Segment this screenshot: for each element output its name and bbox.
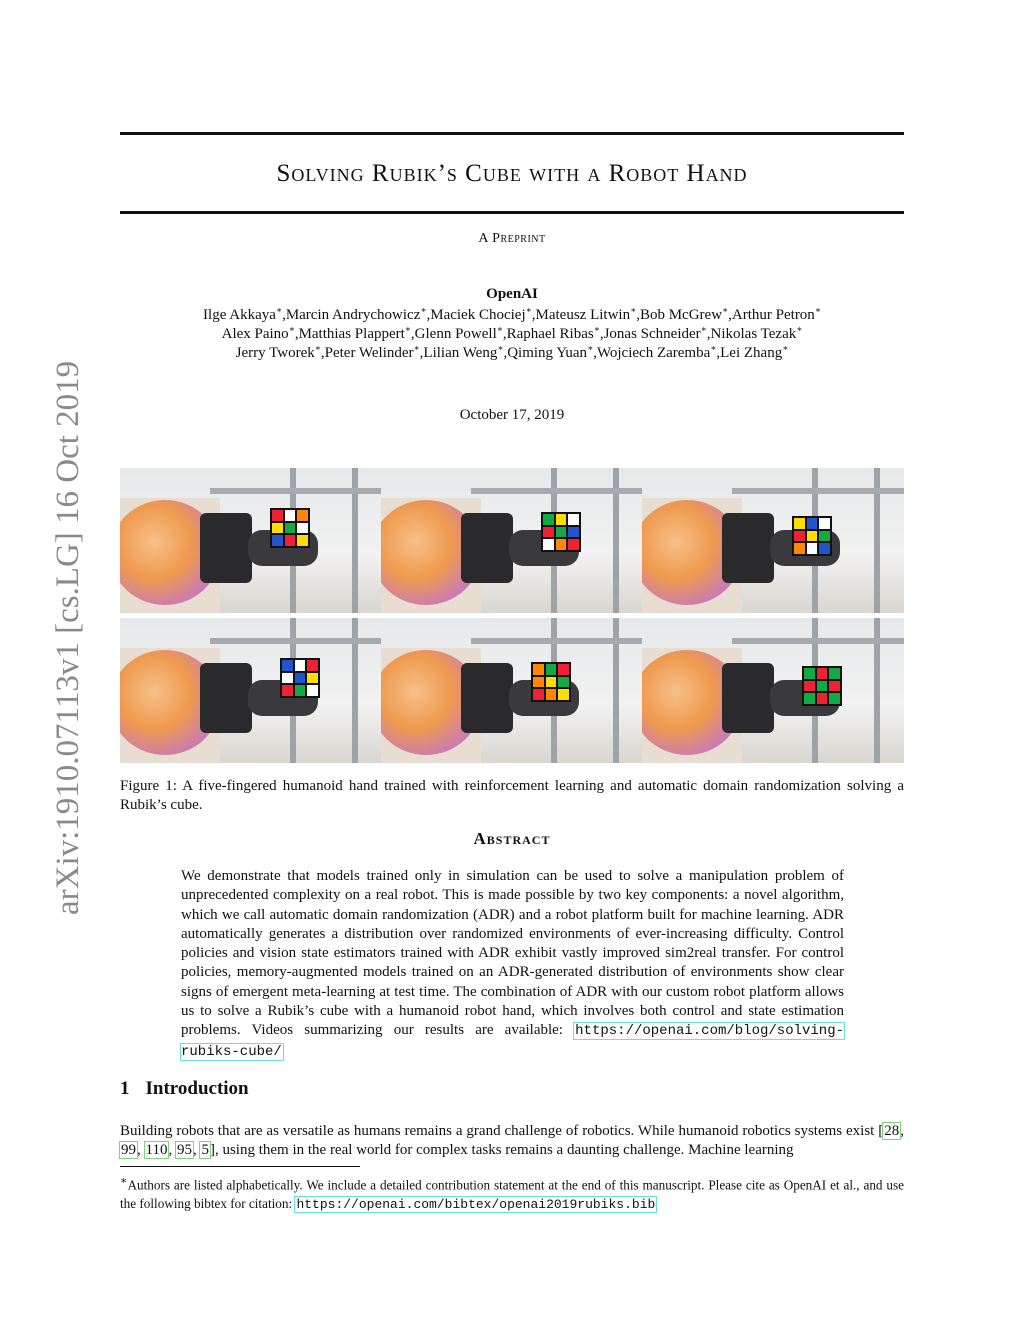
cube-sticker bbox=[568, 539, 579, 550]
cube-sticker bbox=[307, 673, 318, 684]
author-name: Lilian Weng bbox=[423, 345, 498, 361]
frame-bar bbox=[471, 638, 643, 644]
cube-sticker bbox=[297, 510, 308, 521]
title-bottom-rule bbox=[120, 211, 904, 214]
figure-caption: Figure 1: A five-fingered humanoid hand trained with reinforcement learning and automatic domain randomization solving a Rubik’s cube. bbox=[120, 778, 904, 813]
cube-sticker bbox=[556, 527, 567, 538]
footnote-rule bbox=[120, 1166, 360, 1167]
author-mark: ∗ bbox=[413, 343, 420, 353]
rubiks-cube bbox=[270, 508, 310, 548]
author-name: Nikolas Tezak bbox=[710, 326, 797, 342]
paper-title: Solving Rubik’s Cube with a Robot Hand bbox=[276, 160, 748, 187]
author-name: Bob McGrew bbox=[639, 307, 723, 323]
robot-hand-photo bbox=[642, 468, 904, 613]
introduction-heading bbox=[120, 1078, 249, 1100]
title-top-rule bbox=[120, 132, 904, 135]
cube-sticker bbox=[794, 518, 805, 529]
author-mark: ∗ bbox=[630, 305, 637, 315]
cube-sticker bbox=[285, 523, 296, 534]
author-name: Maciek Chociej bbox=[430, 307, 526, 323]
author-mark: ∗ bbox=[275, 305, 283, 315]
cube-sticker bbox=[558, 677, 569, 688]
introduction-text bbox=[120, 1122, 904, 1160]
author-mark: ∗ bbox=[796, 324, 803, 334]
author-line-3: Jerry Tworek∗,Peter Welinder∗,Lilian Weng∗,Qiming Yuan∗,Wojciech Zaremba∗,Lei Zhang∗ bbox=[235, 343, 789, 361]
cube-sticker bbox=[546, 677, 557, 688]
intro-text-before: Building robots that are as versatile as humans remains a grand challenge of robotics. While humanoid robotics systems exist [ bbox=[120, 1123, 884, 1139]
cube-sticker bbox=[533, 677, 544, 688]
cube-sticker bbox=[546, 689, 557, 700]
frame-bar bbox=[210, 488, 382, 494]
cube-sticker bbox=[807, 518, 818, 529]
robot-motor bbox=[461, 663, 513, 733]
footnote bbox=[120, 1172, 904, 1214]
author-mark: ∗ bbox=[404, 324, 411, 334]
abstract-heading: Abstract bbox=[473, 829, 551, 848]
abstract-text bbox=[181, 867, 844, 1062]
cube-sticker bbox=[568, 527, 579, 538]
author-line-1: Ilge Akkaya∗,Marcin Andrychowicz∗,Maciek Chociej∗,Mateusz Litwin∗,Bob McGrew∗,Arthur Petron∗ bbox=[203, 305, 821, 323]
author-name: Jerry Tworek bbox=[235, 345, 315, 361]
cube-sticker bbox=[282, 685, 293, 696]
author-line-2: Alex Paino∗,Matthias Plappert∗,Glenn Powell∗,Raphael Ribas∗,Jonas Schneider∗,Nikolas Tezak∗ bbox=[221, 324, 803, 342]
cube-sticker bbox=[568, 514, 579, 525]
robot-hand-photo bbox=[381, 468, 643, 613]
robot-hand-photo bbox=[381, 618, 643, 763]
cube-sticker bbox=[804, 668, 815, 679]
author-name: Glenn Powell bbox=[414, 326, 497, 342]
cube-sticker bbox=[829, 668, 840, 679]
cube-sticker bbox=[829, 681, 840, 692]
frame-bar bbox=[210, 638, 382, 644]
author-name: Lei Zhang bbox=[720, 345, 783, 361]
bibtex-link[interactable]: https://openai.com/bibtex/openai2019rubiks.bib bbox=[296, 1197, 656, 1213]
cube-sticker bbox=[543, 527, 554, 538]
author-name: Mateusz Litwin bbox=[535, 307, 631, 323]
cube-sticker bbox=[817, 681, 828, 692]
paper-date: October 17, 2019 bbox=[459, 407, 565, 423]
cube-sticker bbox=[295, 685, 306, 696]
robot-motor bbox=[722, 513, 774, 583]
intro-text-after: ], using them in the real world for complex tasks remains a daunting challenge. Machine learning bbox=[209, 1142, 794, 1158]
author-mark: ∗ bbox=[496, 324, 503, 334]
author-mark: ∗ bbox=[722, 305, 729, 315]
cube-sticker bbox=[282, 660, 293, 671]
robot-motor bbox=[722, 663, 774, 733]
figure-robot-hand-grid bbox=[120, 468, 904, 764]
author-name: Arthur Petron bbox=[731, 307, 815, 323]
rubiks-cube bbox=[802, 666, 842, 706]
frame-bar bbox=[471, 488, 643, 494]
cube-sticker bbox=[272, 523, 283, 534]
author-mark: ∗ bbox=[288, 324, 295, 334]
citation-link[interactable]: 28 bbox=[884, 1123, 900, 1139]
footnote-text: Authors are listed alphabetically. We include a detailed contribution statement at the end of this manuscript. Please cite as OpenAI et al., and use the following bibtex for citation: bbox=[120, 1177, 904, 1212]
cube-sticker bbox=[297, 535, 308, 546]
frame-bar bbox=[732, 638, 904, 644]
footnote-mark: ∗ bbox=[120, 1175, 128, 1187]
cube-sticker bbox=[817, 668, 828, 679]
cube-sticker bbox=[546, 664, 557, 675]
cube-sticker bbox=[819, 531, 830, 542]
cube-sticker bbox=[285, 535, 296, 546]
section-title: Introduction bbox=[145, 1078, 249, 1099]
author-mark: ∗ bbox=[593, 324, 600, 334]
preprint-label: A Preprint bbox=[478, 231, 546, 246]
author-mark: ∗ bbox=[314, 343, 321, 353]
author-mark: ∗ bbox=[497, 343, 504, 353]
cube-sticker bbox=[817, 693, 828, 704]
cube-sticker bbox=[533, 664, 544, 675]
cube-sticker bbox=[556, 539, 567, 550]
cube-sticker bbox=[807, 531, 818, 542]
rubiks-cube bbox=[280, 658, 320, 698]
cube-sticker bbox=[794, 531, 805, 542]
robot-motor bbox=[461, 513, 513, 583]
cube-sticker bbox=[543, 514, 554, 525]
rubiks-cube bbox=[531, 662, 571, 702]
author-name: Raphael Ribas bbox=[506, 326, 594, 342]
cube-sticker bbox=[804, 681, 815, 692]
citation-link[interactable]: 95 bbox=[176, 1142, 192, 1158]
author-name: Matthias Plappert bbox=[298, 326, 405, 342]
author-name: Ilge Akkaya bbox=[203, 307, 276, 323]
author-name: Alex Paino bbox=[221, 326, 289, 342]
cube-sticker bbox=[804, 693, 815, 704]
cube-sticker bbox=[819, 543, 830, 554]
robot-hand-photo bbox=[642, 618, 904, 763]
rubiks-cube bbox=[792, 516, 832, 556]
author-mark: ∗ bbox=[710, 343, 717, 353]
cube-sticker bbox=[295, 673, 306, 684]
author-name: Qiming Yuan bbox=[507, 345, 588, 361]
cube-sticker bbox=[307, 685, 318, 696]
cube-sticker bbox=[297, 523, 308, 534]
cube-sticker bbox=[282, 673, 293, 684]
rubiks-cube bbox=[541, 512, 581, 552]
organization-name: OpenAI bbox=[486, 286, 538, 302]
videos-link[interactable]: https://openai.com/blog/solving-rubiks-cube/ bbox=[181, 1023, 844, 1060]
author-name: Peter Welinder bbox=[324, 345, 414, 361]
author-name: Jonas Schneider bbox=[603, 326, 701, 342]
cube-sticker bbox=[807, 543, 818, 554]
robot-motor bbox=[200, 663, 252, 733]
cube-sticker bbox=[819, 518, 830, 529]
cube-sticker bbox=[285, 510, 296, 521]
author-mark: ∗ bbox=[420, 305, 427, 315]
author-mark: ∗ bbox=[700, 324, 707, 334]
robot-motor bbox=[200, 513, 252, 583]
citation-link[interactable]: 5 bbox=[201, 1142, 209, 1158]
cube-sticker bbox=[829, 693, 840, 704]
author-mark: ∗ bbox=[525, 305, 532, 315]
abstract-body: We demonstrate that models trained only in simulation can be used to solve a manipulation problem of unprecedented complexity on a real robot. This is made possible by two key components: a novel algorithm, which we call automatic domain randomization (ADR) and a robot platform built for machine learning. ADR automatically generates a distribution over randomized environments of ever-increasing difficulty. Control policies and vision state estimators trained with ADR exhibit vastly improved sim2real transfer. For control policies, memory-augmented models trained on an ADR-generated distribution of environments show clear signs of emergent meta-learning at test time. The combination of ADR with our custom robot platform allows us to solve a Rubik’s cube with a humanoid robot hand, which involves both control and state estimation problems. Videos summarizing our results are available: bbox=[181, 868, 844, 1039]
cube-sticker bbox=[295, 660, 306, 671]
cube-sticker bbox=[272, 510, 283, 521]
robot-hand-photo bbox=[120, 618, 382, 763]
robot-hand-photo bbox=[120, 468, 382, 613]
arxiv-sidebar-stamp: arXiv:1910.07113v1 [cs.LG] 16 Oct 2019 bbox=[50, 360, 86, 915]
cube-sticker bbox=[272, 535, 283, 546]
cube-sticker bbox=[543, 539, 554, 550]
cube-sticker bbox=[558, 689, 569, 700]
cube-sticker bbox=[307, 660, 318, 671]
author-mark: ∗ bbox=[814, 305, 821, 315]
citation-link[interactable]: 99 bbox=[121, 1142, 136, 1158]
cube-sticker bbox=[558, 664, 569, 675]
cube-sticker bbox=[794, 543, 805, 554]
cube-sticker bbox=[556, 514, 567, 525]
frame-bar bbox=[732, 488, 904, 494]
section-number: 1 bbox=[120, 1078, 130, 1099]
citation-link[interactable]: 110 bbox=[145, 1142, 168, 1158]
author-mark: ∗ bbox=[782, 343, 789, 353]
author-name: Wojciech Zaremba bbox=[596, 345, 711, 361]
author-name: Marcin Andrychowicz bbox=[285, 307, 421, 323]
author-mark: ∗ bbox=[587, 343, 594, 353]
citation-list: 28, 99, 110, 95, 5 bbox=[121, 1123, 904, 1158]
cube-sticker bbox=[533, 689, 544, 700]
